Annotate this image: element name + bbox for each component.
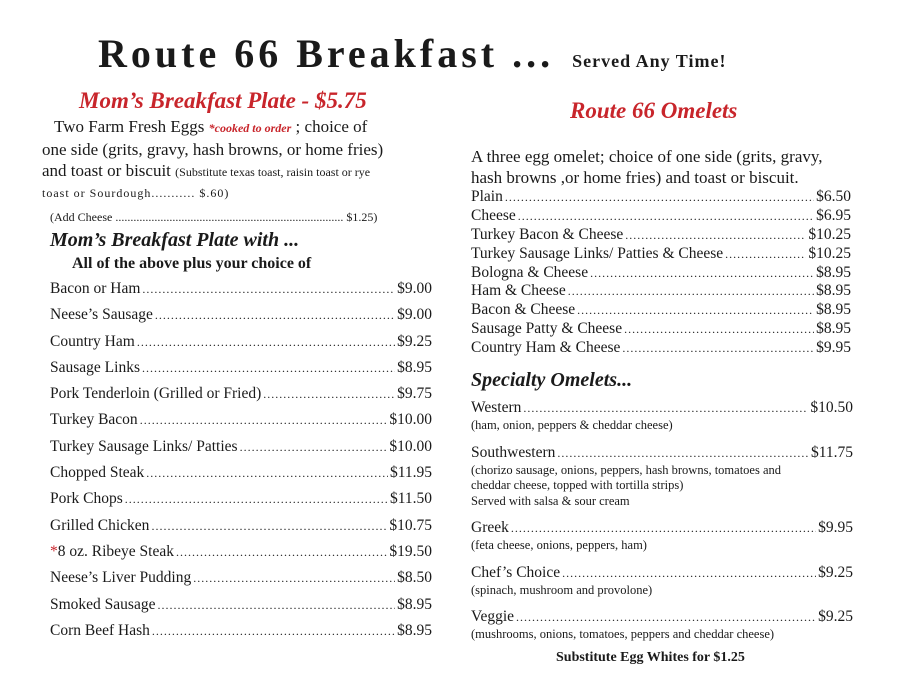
dot-leader [142, 361, 395, 376]
moms-plate-description [42, 116, 442, 228]
star-mark: * [50, 542, 58, 560]
specialty-omelet-item-name [471, 399, 521, 417]
omelet-item-label: Cheese [471, 206, 516, 224]
dot-leader [146, 466, 388, 481]
omelet-item-price: $10.25 [808, 244, 851, 262]
menu-subtitle: Served Any Time! [572, 51, 727, 71]
plate-item-label: 8 oz. Ribeye Steak [57, 542, 174, 560]
dot-leader [518, 209, 814, 224]
plate-item [50, 333, 432, 359]
plate-item-price: $11.50 [389, 490, 432, 508]
plate-item-label: Neese’s Liver Pudding [50, 569, 192, 587]
plate-item [50, 517, 432, 543]
specialty-omelet-block [471, 519, 853, 554]
omelets-title: Route 66 Omelets [570, 98, 738, 123]
specialty-omelet-item [471, 608, 853, 627]
omelet-item-label: Bologna & Cheese [471, 263, 589, 281]
moms-plate-line-2: one side (grits, gravy, hash browns, or home fries) [42, 140, 384, 159]
dot-leader [568, 284, 814, 299]
omelet-item-price: $8.95 [816, 320, 851, 338]
omelet-item-label: Sausage Patty & Cheese [471, 320, 623, 338]
omelet-item [471, 264, 851, 283]
moms-plate-text: and toast or biscuit [42, 161, 176, 180]
specialty-omelet-description: Served with salsa & sour cream [471, 493, 630, 508]
specialty-omelet-item-label: Southwestern [471, 443, 556, 461]
plate-item-name [50, 490, 123, 508]
plate-item-name [50, 622, 150, 640]
specialty-omelet-item [471, 519, 853, 538]
dot-leader [516, 610, 816, 625]
specialty-omelet-item [471, 564, 853, 583]
omelet-item-name [471, 320, 622, 338]
plate-item-price: $8.50 [397, 569, 432, 587]
dot-leader [725, 247, 806, 262]
plate-item [50, 596, 432, 622]
dot-leader [152, 624, 395, 639]
specialty-omelets-title: Specialty Omelets... [471, 369, 633, 391]
plate-item-label: Pork Chops [50, 490, 123, 508]
plate-item [50, 359, 432, 385]
specialty-omelet-block [471, 608, 853, 643]
omelet-item-price: $8.95 [816, 263, 851, 281]
dot-leader [625, 228, 806, 243]
specialty-omelet-item-name [471, 444, 555, 462]
moms-plate-line-4: toast or Sourdough........... $.60) [42, 186, 230, 200]
omelet-item-label: Turkey Bacon & Cheese [471, 225, 624, 243]
specialty-omelet-block [471, 564, 853, 599]
omelet-item-name [471, 245, 723, 263]
cooked-to-order-note: *cooked to order [208, 121, 292, 135]
menu-header [98, 30, 726, 77]
plate-item-label: Sausage Links [50, 358, 140, 376]
plate-item [50, 622, 432, 648]
plate-item-name [50, 385, 261, 403]
plate-item-label: Smoked Sausage [50, 595, 156, 613]
dot-leader [511, 521, 816, 536]
omelet-item-label: Turkey Sausage Links/ Patties & Cheese [471, 244, 724, 262]
dot-leader [240, 440, 388, 455]
specialty-omelet-description: (spinach, mushroom and provolone) [471, 582, 653, 597]
omelets-intro-line-2: hash browns ,or home fries) and toast or biscuit. [471, 168, 799, 187]
plate-item-name [50, 359, 140, 377]
plate-item-price: $19.50 [389, 542, 432, 560]
egg-whites-note: Substitute Egg Whites for $1.25 [556, 650, 745, 665]
plate-item-price: $9.00 [397, 306, 432, 324]
plate-item-name [50, 569, 191, 587]
dot-leader [562, 566, 816, 581]
plate-item-name [50, 438, 238, 456]
specialty-omelet-item-price: $9.25 [818, 563, 853, 581]
omelet-item-name [471, 207, 516, 225]
moms-plate-with-title: Mom’s Breakfast Plate with ... [50, 229, 300, 251]
omelet-item-label: Plain [471, 188, 503, 205]
specialty-omelet-item-name [471, 608, 514, 626]
dot-leader [137, 335, 395, 350]
dot-leader [622, 341, 814, 356]
specialty-omelet-item-label: Western [471, 399, 522, 416]
specialty-omelets-list [471, 399, 853, 643]
moms-plate-title: Mom’s Breakfast Plate - $5.75 [79, 88, 367, 113]
omelet-item-name [471, 226, 623, 244]
plate-item-price: $8.95 [397, 358, 432, 376]
omelet-item-name [471, 301, 575, 319]
plate-item-price: $9.25 [397, 332, 432, 350]
add-cheese-note: (Add Cheese ............................................................................ $1.25) [50, 210, 378, 224]
specialty-omelet-block [471, 399, 853, 434]
omelet-item [471, 207, 851, 226]
dot-leader [193, 571, 395, 586]
plate-item-name [50, 464, 144, 482]
plate-item [50, 543, 432, 569]
specialty-omelet-description: cheddar cheese, topped with tortilla strips) [471, 478, 684, 492]
plate-item-name [50, 411, 138, 429]
omelet-item-price: $8.95 [816, 301, 851, 319]
dot-leader [590, 266, 814, 281]
specialty-omelet-description: (feta cheese, onions, peppers, ham) [471, 538, 647, 552]
specialty-omelet-block [471, 444, 853, 510]
omelets-list [471, 188, 851, 358]
plate-item-label: Bacon or Ham [50, 280, 141, 297]
dot-leader [557, 446, 809, 461]
omelet-item [471, 188, 851, 207]
omelet-item-price: $9.95 [816, 339, 851, 357]
omelet-item-label: Country Ham & Cheese [471, 339, 621, 357]
omelet-item-name [471, 188, 503, 206]
omelet-item-label: Ham & Cheese [471, 282, 566, 300]
dot-leader [155, 308, 395, 323]
omelet-item [471, 339, 851, 358]
plate-item-label: Grilled Chicken [50, 516, 150, 534]
dot-leader [125, 492, 388, 507]
dot-leader [151, 519, 387, 534]
dot-leader [176, 545, 387, 560]
plate-item-price: $8.95 [397, 621, 432, 639]
plate-item-price: $10.00 [389, 437, 432, 455]
moms-plate-text: ; choice of [291, 117, 368, 136]
omelet-item-name [471, 339, 620, 357]
plate-item-label: Corn Beef Hash [50, 621, 150, 639]
plate-item [50, 464, 432, 490]
specialty-omelet-item-name [471, 519, 509, 537]
specialty-omelet-item-name [471, 564, 560, 582]
omelets-intro-line-1: A three egg omelet; choice of one side (grits, gravy, [471, 147, 823, 166]
specialty-omelet-item-price: $9.95 [818, 519, 853, 536]
moms-plate-with-subtitle: All of the above plus your choice of [72, 255, 312, 272]
omelet-item-price: $8.95 [816, 282, 851, 300]
specialty-omelet-description: (ham, onion, peppers & cheddar cheese) [471, 418, 673, 432]
menu-title: Route 66 Breakfast ... [98, 31, 555, 76]
moms-plate-line-3 [42, 160, 442, 183]
plate-item-name [50, 543, 174, 561]
plate-item [50, 280, 432, 306]
omelet-item [471, 226, 851, 245]
dot-leader [523, 401, 808, 416]
plate-item-price: $11.95 [389, 464, 432, 482]
plate-item-name [50, 517, 149, 535]
plate-item-label: Pork Tenderloin (Grilled or Fried) [50, 385, 262, 403]
moms-plate-text: Two Farm Fresh Eggs [54, 117, 209, 136]
plate-item-name [50, 333, 135, 351]
specialty-omelet-item [471, 444, 853, 463]
plate-item [50, 490, 432, 516]
plate-item-label: Chopped Steak [50, 464, 145, 482]
omelet-item [471, 245, 851, 264]
dot-leader [140, 413, 388, 428]
dot-leader [263, 387, 395, 402]
omelets-intro [471, 146, 823, 188]
plate-item [50, 385, 432, 411]
plate-item-label: Country Ham [50, 332, 135, 350]
omelet-item-name [471, 264, 588, 282]
omelet-item-price: $6.50 [816, 188, 851, 205]
specialty-omelet-item-price: $10.50 [810, 399, 853, 416]
dot-leader [577, 303, 814, 318]
plate-item [50, 411, 432, 437]
omelet-item-price: $6.95 [816, 206, 851, 224]
omelet-item-price: $10.25 [808, 225, 851, 243]
plate-item-name [50, 280, 140, 298]
plate-item-price: $8.95 [397, 595, 432, 613]
specialty-omelet-description: (mushrooms, onions, tomatoes, peppers and cheddar cheese) [471, 627, 775, 641]
specialty-omelet-item-label: Chef’s Choice [471, 563, 561, 581]
specialty-omelet-item-price: $9.25 [818, 608, 853, 625]
plate-item-price: $9.00 [397, 280, 432, 297]
moms-plate-line-1 [42, 116, 442, 139]
moms-plate-with-list [50, 280, 432, 648]
dot-leader [624, 322, 814, 337]
plate-item-price: $10.00 [389, 411, 432, 429]
plate-item [50, 569, 432, 595]
specialty-omelet-item-price: $11.75 [810, 443, 853, 461]
specialty-omelet-item-label: Greek [471, 519, 509, 536]
plate-item-name [50, 306, 153, 324]
dot-leader [505, 190, 814, 205]
dot-leader [157, 598, 395, 613]
plate-item-label: Turkey Bacon [50, 411, 138, 429]
omelet-item [471, 320, 851, 339]
substitute-note: (Substitute texas toast, raisin toast or rye [175, 165, 371, 179]
dot-leader [142, 282, 395, 297]
plate-item [50, 306, 432, 332]
omelet-item [471, 282, 851, 301]
omelet-item-name [471, 282, 566, 300]
plate-item-price: $10.75 [389, 516, 432, 534]
plate-item-price: $9.75 [397, 385, 432, 403]
plate-item-name [50, 596, 155, 614]
specialty-omelet-description: (chorizo sausage, onions, peppers, hash browns, tomatoes and [471, 462, 781, 477]
plate-item-label: Neese’s Sausage [50, 306, 153, 324]
plate-item [50, 438, 432, 464]
specialty-omelet-item [471, 399, 853, 418]
specialty-omelet-item-label: Veggie [471, 608, 515, 625]
omelet-item-label: Bacon & Cheese [471, 301, 576, 319]
omelet-item [471, 301, 851, 320]
plate-item-label: Turkey Sausage Links/ Patties [50, 437, 238, 455]
